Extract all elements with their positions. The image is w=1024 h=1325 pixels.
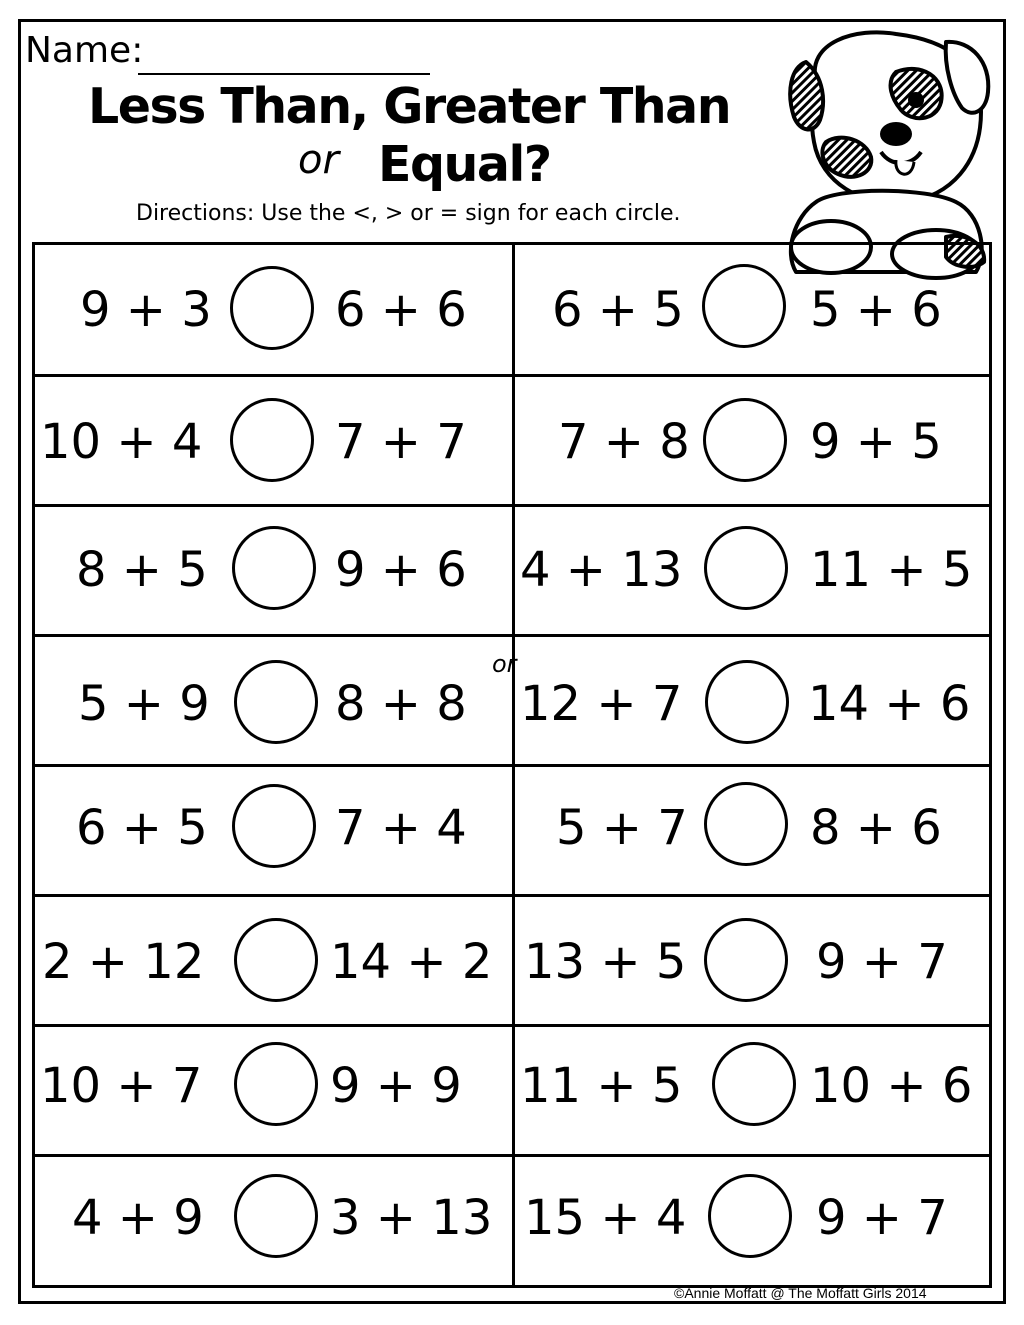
problem-rhs: 6 + 6: [335, 282, 467, 338]
stray-or-mark: or: [492, 650, 517, 678]
problem-rhs: 14 + 6: [808, 676, 971, 732]
answer-circle[interactable]: [712, 1042, 796, 1126]
answer-circle[interactable]: [230, 398, 314, 482]
problem-lhs: 4 + 13: [520, 542, 683, 598]
problem-lhs: 7 + 8: [558, 414, 690, 470]
answer-circle[interactable]: [232, 784, 316, 868]
answer-circle[interactable]: [234, 1174, 318, 1258]
answer-circle[interactable]: [703, 398, 787, 482]
answer-circle[interactable]: [234, 918, 318, 1002]
problem-rhs: 9 + 9: [330, 1058, 462, 1114]
name-label: Name:: [25, 30, 144, 71]
problem-lhs: 4 + 9: [72, 1190, 204, 1246]
problem-lhs: 11 + 5: [520, 1058, 683, 1114]
answer-circle[interactable]: [230, 266, 314, 350]
answer-circle[interactable]: [708, 1174, 792, 1258]
problem-rhs: 9 + 7: [816, 1190, 948, 1246]
problem-lhs: 10 + 4: [40, 414, 203, 470]
problem-lhs: 13 + 5: [524, 934, 687, 990]
problem-rhs: 9 + 5: [810, 414, 942, 470]
answer-circle[interactable]: [705, 660, 789, 744]
problem-rhs: 7 + 7: [335, 414, 467, 470]
title-or: or: [298, 137, 339, 183]
grid-divider: [35, 1154, 989, 1157]
problem-rhs: 8 + 8: [335, 676, 467, 732]
problem-rhs: 7 + 4: [335, 800, 467, 856]
grid-divider: [35, 894, 989, 897]
problem-lhs: 12 + 7: [520, 676, 683, 732]
problem-lhs: 10 + 7: [40, 1058, 203, 1114]
problem-lhs: 6 + 5: [76, 800, 208, 856]
grid-divider: [35, 764, 989, 767]
problem-lhs: 8 + 5: [76, 542, 208, 598]
answer-circle[interactable]: [702, 264, 786, 348]
problem-rhs: 9 + 7: [816, 934, 948, 990]
answer-circle[interactable]: [704, 526, 788, 610]
problem-lhs: 5 + 7: [556, 800, 688, 856]
problem-rhs: 3 + 13: [330, 1190, 493, 1246]
answer-circle[interactable]: [704, 918, 788, 1002]
grid-divider: [35, 1024, 989, 1027]
problem-rhs: 8 + 6: [810, 800, 942, 856]
problem-rhs: 10 + 6: [810, 1058, 973, 1114]
name-write-line[interactable]: [138, 73, 430, 75]
title-line-1: Less Than, Greater Than: [88, 78, 731, 135]
answer-circle[interactable]: [234, 660, 318, 744]
grid-divider: [35, 504, 989, 507]
problem-rhs: 14 + 2: [330, 934, 493, 990]
problem-lhs: 5 + 9: [78, 676, 210, 732]
problem-rhs: 9 + 6: [335, 542, 467, 598]
answer-circle[interactable]: [232, 526, 316, 610]
title-line-2: Equal?: [378, 136, 551, 193]
copyright-footer: ©Annie Moffatt @ The Moffatt Girls 2014: [674, 1285, 927, 1301]
answer-circle[interactable]: [234, 1042, 318, 1126]
grid-divider: [35, 634, 989, 637]
grid-divider: [35, 374, 989, 377]
directions-text: Directions: Use the <, > or = sign for each circle.: [136, 201, 681, 226]
problem-lhs: 6 + 5: [552, 282, 684, 338]
problem-rhs: 11 + 5: [810, 542, 973, 598]
problem-lhs: 2 + 12: [42, 934, 205, 990]
problem-lhs: 9 + 3: [80, 282, 212, 338]
problem-rhs: 5 + 6: [810, 282, 942, 338]
problem-lhs: 15 + 4: [524, 1190, 687, 1246]
problem-grid: [32, 242, 992, 1288]
answer-circle[interactable]: [704, 782, 788, 866]
